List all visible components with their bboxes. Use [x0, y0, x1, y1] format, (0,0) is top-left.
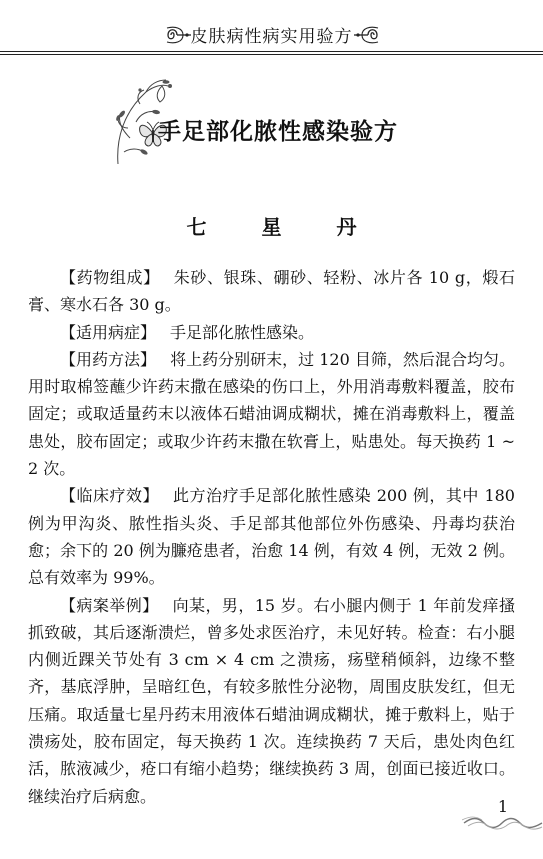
page-number: 1: [497, 797, 509, 816]
section-text: 此方治疗手足部化脓性感染 200 例，其中 180 例为甲沟炎、脓性指头炎、手足部其他部位外伤感染、丹毒均获治愈；余下的 20 例为臁疮患者，治愈 14 例，有效 4 例，无效 2 例。总有效率为 99%。: [28, 486, 515, 588]
section-text: 向某，男，15 岁。右小腿内侧于 1 年前发痒搔抓致破，其后逐渐溃烂，曾多处求医治疗，未见好转。检查：右小腿内侧近踝关节处有 3 cm × 4 cm 之溃疡，疡壁稍倾斜，边缘不整齐，基底浮肿，呈暗红色，有较多脓性分泌物，周围皮肤发红，但无压痛。取适量七星丹药末用液体石蜡油调成糊状，摊于敷料上，贴于溃疡处，胶布固定，每天换药 1 次。连续换药 7 天后，患处肉色红活，脓液减少，疮口有缩小趋势；继续换药 3 周，创面已接近收口。继续治疗后病愈。: [28, 595, 515, 806]
section-label: 【用药方法】: [60, 349, 157, 369]
header-title: 皮肤病性病实用验方: [190, 27, 353, 47]
recipe-body: [28, 264, 515, 810]
wave-ornament-icon: [462, 816, 543, 830]
header-rule-bottom: [0, 54, 543, 55]
section-text: 朱砂、银珠、硼砂、轻粉、冰片各 10 g，煅石膏、寒水石各 30 g。: [28, 268, 515, 315]
section-usage: [28, 346, 515, 482]
section-label: 【药物组成】: [60, 268, 160, 287]
section-case: [28, 592, 515, 810]
section-text: 将上药分别研末，过 120 目筛，然后混合均匀。用时取棉签蘸少许药末撒在感染的伤口上，外用消毒敷料覆盖，胶布固定；或取适量药末以液体石蜡油调成糊状，摊在消毒敷料上，覆盖患处，胶布固定；或取少许药末撒在软膏上，贴患处。每天换药 1 ~ 2 次。: [28, 349, 515, 479]
section-label: 【适用病症】: [60, 322, 157, 342]
section-indications: [28, 319, 515, 346]
running-header: [0, 0, 543, 60]
section-label: 【病案举例】: [60, 595, 159, 615]
section-efficacy: [28, 482, 515, 591]
section-text: 手足部化脓性感染。: [170, 322, 315, 342]
section-label: 【临床疗效】: [60, 486, 160, 506]
header-rule-top: [0, 51, 543, 52]
chapter-title: 手足部化脓性感染验方: [158, 119, 398, 145]
section-ingredients: [28, 264, 515, 319]
recipe-title: 七 星 丹: [186, 215, 381, 239]
ornament-right-icon: [352, 22, 382, 48]
